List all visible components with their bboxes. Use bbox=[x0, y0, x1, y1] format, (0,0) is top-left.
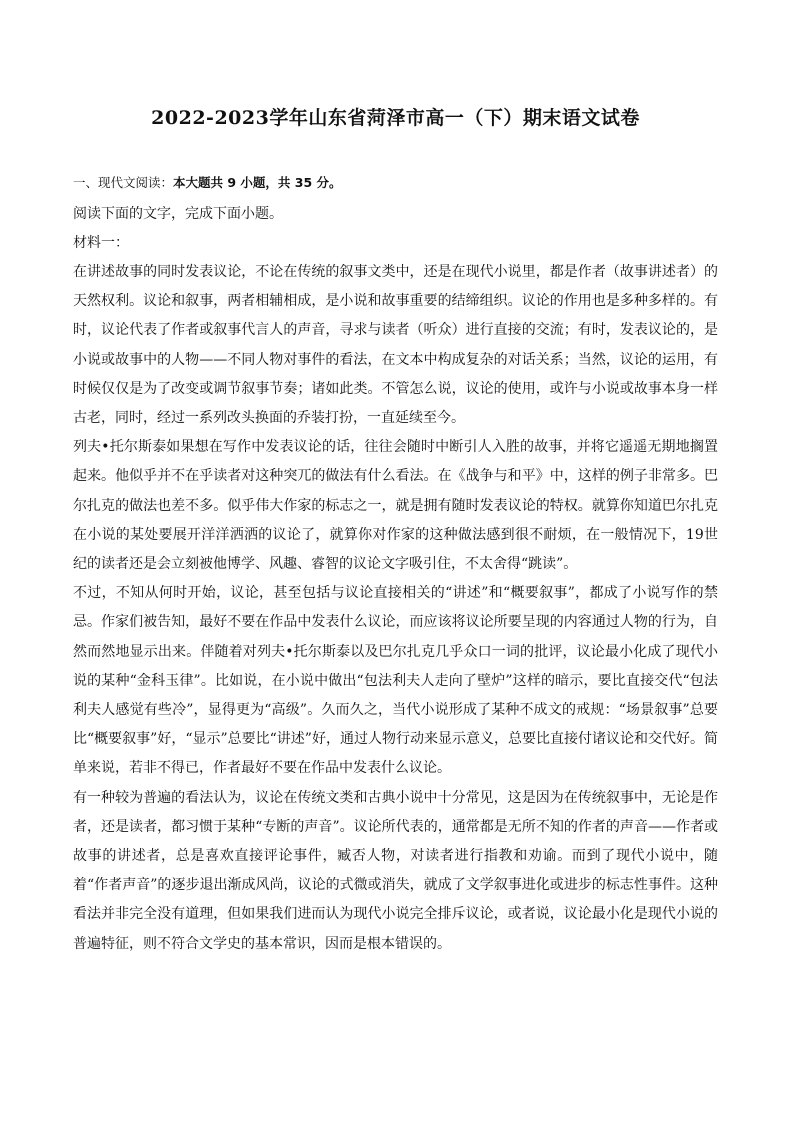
reading-instruction: 阅读下面的文字，完成下面小题。 bbox=[73, 206, 283, 222]
passage-paragraph: 在讲述故事的同时发表议论，不论在传统的叙事文类中，还是在现代小说里，都是作者（故事讲述者）的天然权利。议论和叙事，两者相辅相成，是小说和故事重要的结缔组织。议论的作用也是多种多样的。有时，议论代表了作者或叙事代言人的声音，寻求与读者（听众）进行直接的交流；有时，发表议论的，是小说或故事中的人物——不同人物对事件的看法，在文本中构成复杂的对话关系；当然，议论的运用，有时候仅仅是为了改变或调节叙事节奏；诸如此类。不管怎么说，议论的使用，或许与小说或故事本身一样古老，同时，经过一系列改头换面的乔装打扮，一直延续至今。 bbox=[73, 264, 718, 427]
document-title: 2022-2023学年山东省菏泽市高一（下）期末语文试卷 bbox=[151, 107, 640, 129]
section-heading bbox=[73, 172, 718, 194]
section-prefix: 一、现代文阅读： bbox=[73, 175, 174, 190]
section-description: 本大题共 9 小题，共 35 分。 bbox=[173, 175, 342, 190]
passage-paragraph: 有一种较为普遍的看法认为，议论在传统文类和古典小说中十分常见，这是因为在传统叙事中，无论是作者，还是读者，都习惯于某种“专断的声音”。议论所代表的，通常都是无所不知的作者的声音——作者或故事的讲述者，总是喜欢直接评论事件，臧否人物，对读者进行指教和劝谕。而到了现代小说中，随着“作者声音”的逐步退出渐成风尚，议论的式微或消失，就成了文学叙事进化或进步的标志性事件。这种看法并非完全没有道理，但如果我们进而认为现代小说完全排斥议论，或者说，议论最小化是现代小说的普遍特征，则不符合文学史的基本常识，因而是根本错误的。 bbox=[73, 789, 718, 952]
material-label: 材料一： bbox=[73, 235, 129, 251]
passage-paragraph: 不过，不知从何时开始，议论，甚至包括与议论直接相关的“讲述”和“概要叙事”，都成了小说写作的禁忌。作家们被告知，最好不要在作品中发表什么议论，而应该将议论所要呈现的内容通过人物的行为，自然而然地显示出来。伴随着对列夫•托尔斯泰以及巴尔扎克几乎众口一词的批评，议论最小化成了现代小说的某种“金科玉律”。比如说，在小说中做出“包法利夫人走向了壁炉”这样的暗示，要比直接交代“包法利夫人感觉有些冷”，显得更为“高级”。久而久之，当代小说形成了某种不成文的戒规：“场景叙事”总要比“概要叙事”好，“显示”总要比“讲述”好，通过人物行动来显示意义，总要比直接付诸议论和交代好。简单来说，若非不得已，作者最好不要在作品中发表什么议论。 bbox=[73, 585, 718, 777]
passage-paragraph: 列夫•托尔斯泰如果想在写作中发表议论的话，往往会随时中断引人入胜的故事，并将它遥遥无期地搁置起来。他似乎并不在乎读者对这种突兀的做法有什么看法。在《战争与和平》中，这样的例子非常多。巴尔扎克的做法也差不多。似乎伟大作家的标志之一，就是拥有随时发表议论的特权。就算你知道巴尔扎克在小说的某处要展开洋洋洒洒的议论了，就算你对作家的这种做法感到很不耐烦，在一般情况下，19世纪的读者还是会立刻被他博学、风趣、睿智的议论文字吸引住，不太舍得“跳读”。 bbox=[73, 439, 718, 573]
